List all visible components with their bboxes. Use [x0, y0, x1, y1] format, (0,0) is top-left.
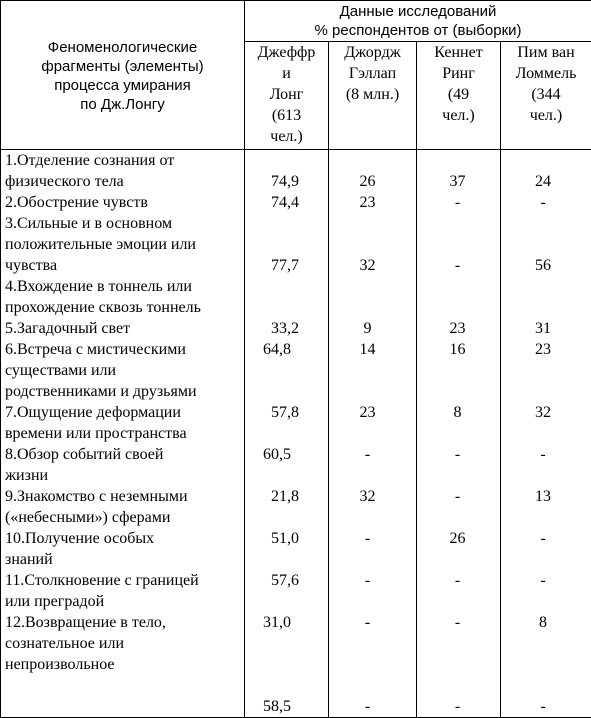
table-value: 23 [359, 404, 376, 421]
list-item-line: 7.Ощущение деформации [5, 404, 181, 421]
list-item-line: 6.Встреча с мистическими [5, 341, 186, 358]
table-value [329, 549, 406, 570]
header-row-1 [1, 1, 591, 42]
table-value: - [364, 698, 371, 715]
table-value [501, 423, 585, 444]
table-value [501, 465, 585, 486]
table-value [263, 234, 328, 255]
list-item-line: жизни [5, 467, 49, 484]
header-phenomena-line: по Дж.Лонгу [80, 96, 165, 113]
table-value [501, 549, 585, 570]
header-col-line: чел.) [442, 107, 475, 124]
items-cell [1, 150, 245, 718]
table-value [501, 675, 585, 696]
table-value: - [540, 194, 546, 211]
list-item-line: прохождение сквозь тоннель [5, 299, 201, 316]
table-value [417, 297, 498, 318]
table-value [263, 675, 328, 696]
list-item [5, 528, 244, 570]
header-col-long [245, 42, 329, 150]
table-value [501, 213, 585, 234]
table-value: 64,8 [263, 341, 291, 358]
table-value: 56 [535, 257, 551, 274]
table-value: 57,8 [263, 404, 299, 421]
table-value [417, 549, 498, 570]
table-value [501, 381, 585, 402]
list-item-line: 1.Отделение сознания от [5, 152, 175, 169]
list-item-line: 11.Столкновение с границей [5, 572, 199, 589]
list-item-line: 4.Вхождение в тоннель или [5, 278, 192, 295]
list-item-line: существами или [5, 362, 117, 379]
header-research-data [245, 1, 591, 42]
header-phenomena-line: фрагменты (элементы) [41, 58, 204, 75]
list-item-line: знаний [5, 551, 53, 568]
list-item [5, 213, 244, 276]
header-phenomena [1, 1, 245, 150]
header-col-line: Лонг [269, 86, 304, 103]
table-value: 13 [535, 488, 551, 505]
table-value [263, 654, 328, 675]
table-value [417, 381, 498, 402]
table-value: 57,6 [263, 572, 299, 589]
table-value: 9 [363, 320, 372, 337]
table-value [417, 234, 498, 255]
table-value [329, 465, 406, 486]
table-value [329, 276, 406, 297]
table-value [417, 633, 498, 654]
table-value: - [364, 572, 371, 589]
header-col-lommel [501, 42, 591, 150]
table-value: 21,8 [263, 488, 299, 505]
table-value [263, 297, 328, 318]
header-col-line: Джордж [344, 44, 401, 61]
table-value [501, 507, 585, 528]
table-value: 32 [359, 488, 376, 505]
table-value: 74,9 [263, 173, 299, 190]
table-value [329, 654, 406, 675]
list-item-line: сознательное или [5, 635, 125, 652]
table-value [263, 633, 328, 654]
list-item-line: положительные эмоции или [5, 236, 196, 253]
header-col-line: чел.) [529, 107, 563, 124]
header-col-gallup [329, 42, 417, 150]
table-value [263, 360, 328, 381]
table-value [417, 465, 498, 486]
items-list [1, 150, 244, 675]
table-value [263, 213, 328, 234]
table-value [329, 591, 406, 612]
table-value [501, 654, 585, 675]
list-item [5, 276, 244, 318]
table-value: 32 [535, 404, 551, 421]
table-value: - [454, 698, 461, 715]
list-item [5, 444, 244, 486]
header-col-line: и [282, 65, 291, 82]
list-item-line: («небесными») сферами [5, 509, 171, 526]
table-value [417, 591, 498, 612]
table-value: - [454, 194, 461, 211]
table-value: 23 [535, 341, 551, 358]
header-research-line: Данные исследований [339, 3, 497, 20]
table-value: - [454, 614, 461, 631]
list-item-line: 8.Обзор событий своей [5, 446, 164, 463]
table-value [263, 423, 328, 444]
table-value [329, 234, 406, 255]
table-value: 74,4 [263, 194, 299, 211]
table-value [263, 381, 328, 402]
table-value: 26 [449, 530, 466, 547]
table-value: 16 [449, 341, 466, 358]
table-value [329, 423, 406, 444]
list-item [5, 150, 244, 192]
table-value: 8 [539, 614, 547, 631]
header-phenomena-line: Феноменологические [47, 39, 198, 56]
table-value: - [454, 488, 461, 505]
table-value [263, 150, 328, 171]
list-item-line: 5.Загадочный свет [5, 320, 131, 337]
list-item-line: физического тела [5, 173, 124, 190]
table-value: 32 [359, 257, 376, 274]
table-value [329, 381, 406, 402]
list-item-line: непроизвольное [5, 656, 115, 673]
table-value: - [454, 257, 461, 274]
list-item-line: 3.Сильные и в основном [5, 215, 173, 232]
table-value [329, 360, 406, 381]
table-value: - [540, 446, 546, 463]
list-item [5, 402, 244, 444]
table-value [501, 297, 585, 318]
table-value [501, 234, 585, 255]
table-value [417, 507, 498, 528]
list-item-line: 2.Обострение чувств [5, 194, 148, 211]
list-item [5, 570, 244, 612]
ring-values [417, 150, 501, 718]
list-item-line: времени или пространства [5, 425, 187, 442]
table-value [263, 549, 328, 570]
table-value: 51,0 [263, 530, 299, 547]
table-value: 23 [449, 320, 466, 337]
table-value [417, 360, 498, 381]
table-value [417, 423, 498, 444]
list-item-line: 9.Знакомство с неземными [5, 488, 188, 505]
header-col-ring [417, 42, 501, 150]
long-values [245, 150, 329, 718]
list-item [5, 192, 244, 213]
table-value: 8 [453, 404, 462, 421]
list-item [5, 339, 244, 402]
header-research-line: % респондентов от (выборки) [314, 22, 522, 39]
header-col-line: Кеннет [434, 44, 483, 61]
table-value [501, 360, 585, 381]
table-value: 26 [359, 173, 376, 190]
header-col-line: (8 млн.) [345, 86, 400, 103]
header-col-line: Ринг [442, 65, 475, 82]
table-value: - [540, 530, 546, 547]
table-value: - [540, 572, 546, 589]
body-row [1, 150, 591, 718]
table-value [329, 507, 406, 528]
lommel-values [501, 150, 591, 718]
table-value [417, 276, 498, 297]
table-value [263, 276, 328, 297]
table-value: 14 [359, 341, 376, 358]
table-value: 33,2 [263, 320, 299, 337]
header-col-line: (344 [531, 86, 561, 103]
list-item-line: 10.Получение особых [5, 530, 155, 547]
table-value: 24 [535, 173, 551, 190]
header-col-line: Пим ван [517, 44, 575, 61]
table-value: - [540, 698, 546, 715]
table-value: - [364, 446, 371, 463]
table-value [417, 675, 498, 696]
table-value [329, 633, 406, 654]
table-value: - [364, 530, 371, 547]
table-value: - [454, 572, 461, 589]
header-col-line: Джеффр [257, 44, 316, 61]
list-item-line: или преградой [5, 593, 105, 610]
table-value [417, 213, 498, 234]
header-col-line: (49 [447, 86, 470, 103]
table-value: 23 [359, 194, 376, 211]
table-value [417, 150, 498, 171]
list-item-line: 12.Возвращение в тело, [5, 614, 166, 631]
table-value [329, 297, 406, 318]
header-col-line: (613 [271, 107, 302, 124]
table-value: 37 [449, 173, 466, 190]
list-item [5, 612, 244, 675]
table-value [501, 591, 585, 612]
table-value: - [454, 446, 461, 463]
table-value [501, 150, 585, 171]
list-item-line: родственниками и друзьями [5, 383, 197, 400]
table-value [263, 591, 328, 612]
table-value [501, 276, 585, 297]
table-value [417, 654, 498, 675]
table-value [329, 213, 406, 234]
list-item [5, 318, 244, 339]
gallup-values [329, 150, 417, 718]
table-value [263, 465, 328, 486]
table-value [501, 633, 585, 654]
table-value: - [364, 614, 371, 631]
table-value [329, 150, 406, 171]
table-value [329, 675, 406, 696]
table-value: 31,0 [263, 614, 291, 631]
table-value: 77,7 [263, 257, 299, 274]
table-value: 31 [535, 320, 551, 337]
table-value [263, 507, 328, 528]
header-phenomena-line: процесса умирания [54, 77, 191, 94]
header-col-line: Ломмель [515, 65, 577, 82]
list-item [5, 486, 244, 528]
list-item-line: чувства [5, 257, 58, 274]
table-value: 60,5 [263, 446, 291, 463]
header-col-line: Гэллап [348, 65, 397, 82]
header-col-line: чел.) [270, 128, 303, 145]
table-value: 58,5 [263, 698, 291, 715]
